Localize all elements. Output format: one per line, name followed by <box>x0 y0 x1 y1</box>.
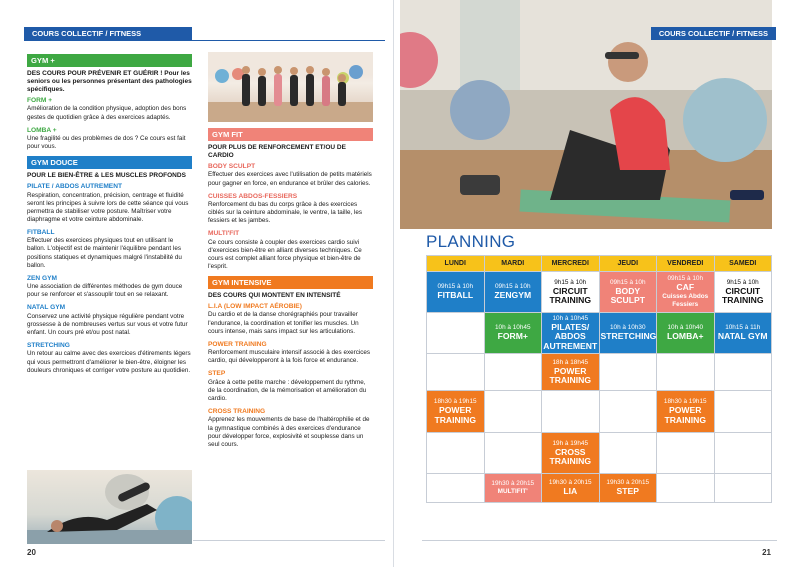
empty-slot <box>714 391 772 433</box>
day-header: MARDI <box>484 256 542 272</box>
empty-slot <box>714 354 772 391</box>
slot-course-name: CIRCUIT TRAINING <box>721 285 764 305</box>
course-text: Effectuer des exercices avec l'utilisation de petits matériels pour gagner en force, en endurance et brûler des calories. <box>208 171 372 187</box>
slot-course-name: ZENGYM <box>494 290 532 301</box>
course-slot <box>542 354 600 391</box>
course-fitball <box>27 229 192 270</box>
slot-course-name: POWER TRAINING <box>549 365 592 385</box>
empty-slot <box>427 354 485 391</box>
empty-slot <box>657 474 715 503</box>
slot-course-subtitle: Cuisses Abdos Fessiers <box>662 292 709 308</box>
gym-intensive-intro: DES COURS QUI MONTENT EN INTENSITÉ <box>208 292 341 300</box>
course-text: Amélioration de la condition physique, adoption des bons gestes de quotidien grâce à des exercices adaptés. <box>27 105 187 121</box>
course-slot <box>599 272 657 313</box>
course-text: Du cardio et de la danse chorégraphiés pour travailler l'endurance, la coordination et tonifier les muscles. Un cours intense, mais sans impact sur les articulations. <box>208 311 359 335</box>
slot-course-name: MULTIFIT' <box>497 488 528 495</box>
slot-course-name: STEP <box>616 486 639 497</box>
day-header: LUNDI <box>427 256 485 272</box>
right-page <box>400 0 799 567</box>
slot-course-name: LIA <box>563 486 578 497</box>
slot-time: 18h à 18h45 <box>552 358 589 366</box>
right-column <box>208 128 373 454</box>
slot-time: 18h30 à 19h15 <box>433 398 477 405</box>
day-header: SAMEDI <box>714 256 772 272</box>
course-slot <box>484 313 542 354</box>
slot-course-name: NATAL GYM <box>717 331 768 342</box>
empty-slot <box>542 391 600 433</box>
course-cross-training <box>208 408 373 449</box>
slot-time: 10h15 à 11h <box>725 324 761 332</box>
course-text: Renforcement du bas du corps grâce à des exercices ciblés sur la ceinture abdominale, le ventre, la taille, les fessiers et les jambes. <box>208 201 363 225</box>
course-text: Apprenez les mouvements de base de l'haltérophilie et de la gymnastique combinés à des exercices d'endurance pour développer force, explosivité et souplesse dans un seul cours. <box>208 416 370 448</box>
course-lia <box>208 303 373 336</box>
day-header: VENDREDI <box>657 256 715 272</box>
footer-line <box>422 540 777 541</box>
course-slot <box>542 474 600 503</box>
course-title: FORM + <box>27 97 53 104</box>
course-slot <box>427 391 485 433</box>
slot-course-name: CIRCUIT TRAINING <box>549 285 592 305</box>
course-title: CUISSES ABDOS-FESSIERS <box>208 192 298 200</box>
planning-row <box>427 474 772 503</box>
slot-course-name: BODY SCULPT <box>610 285 645 305</box>
empty-slot <box>427 433 485 474</box>
slot-time: 09h15 à 10h <box>609 278 646 286</box>
course-slot <box>657 391 715 433</box>
course-slot <box>599 313 657 354</box>
course-title: FITBALL <box>27 228 55 236</box>
footer-line <box>193 540 385 541</box>
course-text: Grâce à cette petite marche : développement du rythme, de la coordination, de la mémorisation et amélioration du cardio. <box>208 378 367 402</box>
planning-row <box>427 391 772 433</box>
course-text: Conservez une activité physique régulière pendant votre grossesse à de nombreuses vertus sur vous et votre futur enfant. Un cours pré et/ou post natal. <box>27 312 188 336</box>
course-title: POWER TRAINING <box>208 340 267 348</box>
tab-underline <box>24 40 385 41</box>
course-zen-gym <box>27 275 192 300</box>
empty-slot <box>714 474 772 503</box>
page-number: 20 <box>27 548 36 557</box>
course-title: ZEN GYM <box>27 274 58 282</box>
left-page <box>0 0 394 567</box>
planning-table <box>426 255 772 503</box>
course-text: Un retour au calme avec des exercices d'étirements légers qui vous permettront d'améliorer le bien-être, éloigner les douleurs chroniques et corriger votre posture au quotidien. <box>27 350 191 374</box>
slot-time: 09h15 à 10h <box>667 275 704 283</box>
day-header-row <box>427 256 772 272</box>
gym-fit-header: GYM FIT <box>208 128 373 141</box>
slot-time: 09h15 à 10h <box>437 283 474 291</box>
page-number: 21 <box>762 548 771 557</box>
empty-slot <box>657 354 715 391</box>
empty-slot <box>599 354 657 391</box>
course-slot <box>714 272 772 313</box>
course-text: Effectuer des exercices physiques tout en utilisant le ballon. L'objectif est de maintenir l'équilibre pendant les positions statiques et dynamiques malgré l'instabilité du ballon. <box>27 237 182 269</box>
empty-slot <box>484 391 542 433</box>
course-natal-gym <box>27 304 192 337</box>
empty-slot <box>484 354 542 391</box>
slot-course-name: STRETCHING <box>600 331 657 342</box>
gym-plus-intro: DES COURS POUR PRÉVENIR ET GUÉRIR ! Pour les seniors ou les personnes présentant des pathologies spécifiques. <box>27 70 192 93</box>
slot-course-name: POWER TRAINING <box>434 405 477 425</box>
course-text: Une fragilité ou des problèmes de dos ? Ce cours est fait pour vous. <box>27 135 186 151</box>
course-text: Ce cours consiste à coupler des exercices cardio suivi d'exercices bien-être en alliant diverses techniques. Ce cours est complet alliant force physique et bien-être de l'esprit. <box>208 238 362 270</box>
planning-row <box>427 272 772 313</box>
planning-row <box>427 433 772 474</box>
course-lomba-plus <box>27 127 192 152</box>
course-title: L.I.A (LOW IMPACT AÉROBIE) <box>208 303 302 311</box>
course-title: LOMBA + <box>27 126 57 134</box>
course-slot <box>542 433 600 474</box>
empty-slot <box>714 433 772 474</box>
slot-course-name: POWER TRAINING <box>664 405 707 425</box>
course-slot <box>599 474 657 503</box>
course-text: Renforcement musculaire intensif associé à des exercices cardio, qui développeront à la fois force et endurance. <box>208 349 371 365</box>
slot-course-name: CROSS TRAINING <box>549 446 592 466</box>
planning-title: PLANNING <box>426 232 516 251</box>
slot-course-name: FORM+ <box>497 331 528 342</box>
gym-plus-header: GYM + <box>27 54 192 67</box>
course-pilate <box>27 183 192 224</box>
section-tab: COURS COLLECTIF / FITNESS <box>24 27 192 40</box>
course-title: PILATE / ABDOS AUTREMENT <box>27 183 122 191</box>
empty-slot <box>427 474 485 503</box>
gym-intensive-header: GYM INTENSIVE <box>208 276 373 289</box>
empty-slot <box>484 433 542 474</box>
course-slot <box>714 313 772 354</box>
course-title: NATAL GYM <box>27 304 66 312</box>
gym-douce-intro: POUR LE BIEN-ÊTRE & LES MUSCLES PROFONDS <box>27 172 186 180</box>
slot-time: 10h à 10h45 <box>494 324 531 332</box>
day-header: JEUDI <box>599 256 657 272</box>
slot-course-name: LOMBA+ <box>666 331 704 342</box>
course-title: CROSS TRAINING <box>208 408 266 416</box>
course-title: STEP <box>208 370 226 378</box>
course-title: STRETCHING <box>27 342 70 350</box>
slot-time: 19h à 19h45 <box>552 439 589 447</box>
course-title: MULTI'FIT <box>208 230 240 238</box>
empty-slot <box>599 391 657 433</box>
empty-slot <box>657 433 715 474</box>
slot-time: 09h15 à 10h <box>494 283 531 291</box>
day-header: MERCREDI <box>542 256 600 272</box>
slot-course-name: CAF <box>676 282 695 293</box>
slot-time: 10h à 10h45 <box>552 314 589 322</box>
left-column <box>27 54 192 380</box>
slot-course-name: FITBALL <box>437 290 474 301</box>
course-slot <box>427 272 485 313</box>
course-multifit <box>208 230 373 271</box>
planning-row <box>427 354 772 391</box>
course-slot <box>657 272 715 313</box>
slot-time: 18h30 à 19h15 <box>663 398 707 405</box>
slot-time: 9h15 à 10h <box>726 278 759 286</box>
course-text: Respiration, concentration, précision, centrage et fluidité seront les principes à suivre lors de cette séance qui vous permettra de stabiliser votre posture. Maîtriser votre diaphragme et votre ceinture abdominale. <box>27 191 189 223</box>
empty-slot <box>599 433 657 474</box>
course-slot <box>542 313 600 354</box>
slot-time: 19h30 à 20h15 <box>548 479 592 487</box>
slot-course-name: PILATES/ ABDOS AUTREMENT <box>543 321 598 351</box>
empty-slot <box>427 313 485 354</box>
course-slot <box>484 474 542 503</box>
course-slot <box>542 272 600 313</box>
gym-fit-intro: POUR PLUS DE RENFORCEMENT ET/OU DE CARDIO <box>208 144 346 159</box>
course-slot <box>657 313 715 354</box>
gym-douce-header: GYM DOUCE <box>27 156 192 169</box>
course-step <box>208 370 373 403</box>
slot-time: 10h à 10h30 <box>609 324 646 332</box>
course-form-plus <box>27 97 192 122</box>
slot-time: 9h15 à 10h <box>554 278 587 286</box>
group-class-photo <box>208 52 373 122</box>
section-tab: COURS COLLECTIF / FITNESS <box>651 27 776 40</box>
course-text: Une association de différentes méthodes de gym douce pour se renforcer et s'assouplir tout en se relaxant. <box>27 283 183 299</box>
course-power-training <box>208 341 373 366</box>
course-body-sculpt <box>208 163 373 188</box>
course-stretching <box>27 342 192 375</box>
slot-time: 19h30 à 20h15 <box>606 479 650 487</box>
course-cuisses-abdos-fessiers <box>208 193 373 226</box>
slot-time: 10h à 10h40 <box>667 324 704 332</box>
slot-time: 19h30 à 20h15 <box>491 480 535 487</box>
course-slot <box>484 272 542 313</box>
planning-row <box>427 313 772 354</box>
course-title: BODY SCULPT <box>208 163 256 170</box>
stretching-photo <box>27 470 192 544</box>
